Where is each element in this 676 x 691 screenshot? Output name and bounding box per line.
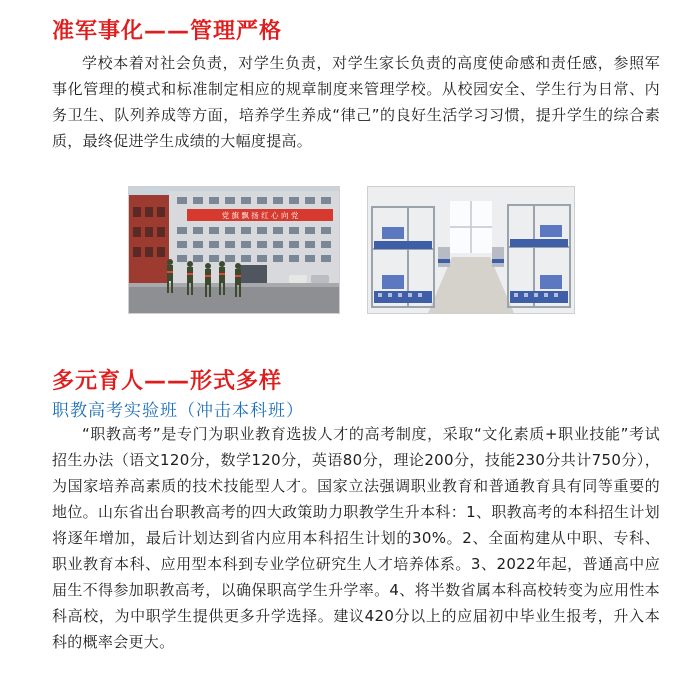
slogan-banner: 党 旗 飘 扬 红 心 向 党 [221, 211, 299, 220]
marching-students-photo [128, 186, 340, 314]
military-management-paragraph: 学校本着对社会负责，对学生负责，对学生家长负责的高度使命感和责任感，参照军事化管理的模式和标准制定相应的规章制度来管理学校。从校园安全、学生行为日常、内务卫生、队列养成等方面，培养学生养成“律己”的良好生活学习习惯，提升学生的综合素质，最终促进学生成绩的大幅度提高。 [52, 54, 660, 150]
vocational-exam-paragraph: “职教高考”是专门为职业教育选拔人才的高考制度，采取“文化素质+职业技能”考试招生办法（语文120分，数学120分，英语80分，理论200分，技能230分共计750分），为国家培养高素质的技术技能型人才。国家立法强调职业教育和普通教育具有同等重要的地位。山东省出台职教高考的四大政策助力职教学生升本科：1、职教高考的本科招生计划将逐年增加，最后计划达到省内应用本科招生计划的30%。2、全面构建从中职、专科、职业教育本科、应用型本科到专业学位研究生人才培养体系。3、2022年起，普通高中应届生不得参加职教高考，以确保职高学生升学率。4、将半数省属本科高校转变为应用性本科高校，为中职学生提供更多升学选择。建议420分以上的应届初中毕业生报考，升入本科的概率会更大。 [52, 425, 660, 651]
section-title-diverse-education: 多元育人——形式多样 [52, 369, 283, 394]
section-title-military-management: 准军事化——管理严格 [52, 19, 283, 44]
vocational-exam-class-subtitle: 职教高考实验班（冲击本科班） [52, 401, 304, 421]
dormitory-bunk-beds-photo [367, 186, 575, 314]
